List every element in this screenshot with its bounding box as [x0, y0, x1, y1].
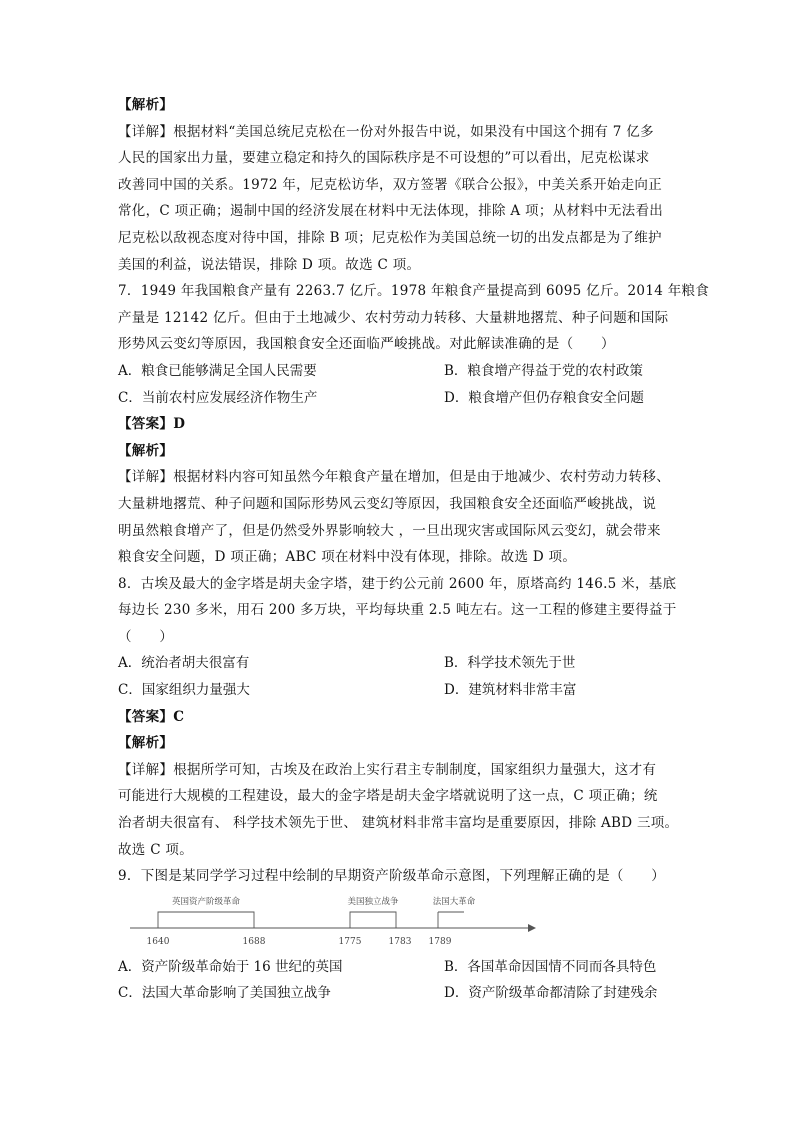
label-france: 法国大革命 — [432, 896, 476, 907]
explanation-line: 常化，C 项正确；遏制中国的经济发展在材料中无法体现，排除 A 项；从材料中无法看出 — [118, 203, 664, 220]
question-8-stem: 每边长 230 多米，用石 200 多万块，平均每块重 2.5 吨左右。这一工程的修建主要得益于 — [118, 602, 677, 619]
explanation-line: 可能进行大规模的工程建设，最大的金字塔是胡夫金字塔就说明了这一点，C 项正确；统 — [118, 788, 658, 805]
question-9-options-row — [118, 954, 678, 981]
explanation-line: 故选 C 项。 — [118, 841, 194, 858]
label-england: 英国资产阶级革命 — [171, 896, 241, 907]
option-d: D．资产阶级革命都清除了封建残余 — [444, 985, 658, 1002]
analysis-heading: 【解析】 — [118, 735, 174, 752]
timeline-arrow-icon — [528, 924, 536, 932]
year-label: 1783 — [388, 936, 412, 947]
explanation-line: 改善同中国的关系。1972 年，尼克松访华，双方签署《联合公报》，中美关系开始走向正 — [118, 176, 662, 193]
option-b: B．粮食增产得益于党的农村政策 — [444, 362, 643, 379]
option-c: C．法国大革命影响了美国独立战争 — [118, 985, 331, 1002]
question-8-options-row — [118, 650, 678, 677]
usa-bracket — [350, 912, 396, 928]
option-b: B．各国革命因国情不同而各具特色 — [444, 958, 657, 975]
answer-line: 【答案】C — [118, 708, 185, 725]
option-d: D．建筑材料非常丰富 — [444, 682, 577, 699]
explanation-line: 【详解】根据材料内容可知虽然今年粮食产量在增加，但是由于地减少、农村劳动力转移、 — [118, 469, 670, 486]
question-7-options-row — [118, 358, 678, 385]
year-label: 1688 — [242, 936, 266, 947]
question-7-stem: 形势风云变幻等原因，我国粮食安全还面临严峻挑战。对此解读准确的是（ ） — [118, 336, 615, 353]
analysis-heading: 【解析】 — [118, 97, 174, 113]
question-8-stem: 8．古埃及最大的金字塔是胡夫金字塔，建于约公元前 2600 年，原塔高约 146.5 米，基底 — [118, 575, 677, 592]
question-7-stem: 7．1949 年我国粮食产量有 2263.7 亿斤。1978 年粮食产量提高到 6095 亿斤。2014 年粮食 — [118, 283, 710, 300]
option-c: C．当前农村应发展经济作物生产 — [118, 389, 318, 406]
explanation-line: 粮食安全问题，D 项正确；ABC 项在材料中没有体现，排除。故选 D 项。 — [118, 549, 577, 566]
label-usa: 美国独立战争 — [347, 896, 399, 907]
explanation-line: 治者胡夫很富有、 科学技术领先于世、 建筑材料非常丰富均是重要原因，排除 ABD 三项。 — [118, 815, 679, 832]
revolution-timeline — [118, 892, 678, 954]
answer-line: 【答案】D — [118, 416, 186, 433]
timeline-diagram — [118, 892, 538, 954]
explanation-line: 美国的利益，说法错误，排除 D 项。故选 C 项。 — [118, 256, 421, 273]
option-b: B．科学技术领先于世 — [444, 655, 576, 672]
analysis-heading: 【解析】 — [118, 442, 174, 459]
question-9-stem: 9．下图是某同学学习过程中绘制的早期资产阶级革命示意图，下列理解正确的是（ ） — [118, 868, 666, 885]
year-label: 1775 — [338, 936, 362, 947]
question-9-options-row — [118, 980, 678, 1007]
question-7-stem: 产量是 12142 亿斤。但由于土地减少、农村劳动力转移、大量耕地撂荒、种子问题和国际 — [118, 309, 669, 326]
option-d: D．粮食增产但仍存粮食安全问题 — [444, 389, 644, 406]
year-label: 1789 — [428, 936, 452, 947]
explanation-line: 尼克松以敌视态度对待中国，排除 B 项；尼克松作为美国总统一切的出发点都是为了维护 — [118, 229, 662, 246]
explanation-line: 人民的国家出力量，要建立稳定和持久的国际秩序是不可设想的”可以看出，尼克松谋求 — [118, 150, 650, 167]
england-bracket — [158, 912, 254, 928]
document-page — [118, 92, 710, 1007]
question-7-options-row — [118, 385, 678, 412]
option-a: A．资产阶级革命始于 16 世纪的英国 — [118, 958, 343, 975]
option-a: A．统治者胡夫很富有 — [118, 655, 250, 672]
question-8-options-row — [118, 677, 678, 704]
question-8-stem: （ ） — [118, 628, 174, 645]
explanation-line: 大量耕地撂荒、种子问题和国际形势风云变幻等原因，我国粮食安全还面临严峻挑战，说 — [118, 495, 657, 512]
option-a: A．粮食已能够满足全国人民需要 — [118, 362, 317, 379]
year-label: 1640 — [146, 936, 170, 947]
option-c: C．国家组织力量强大 — [118, 682, 250, 699]
explanation-line: 【详解】根据材料“美国总统尼克松在一份对外报告中说，如果没有中国这个拥有 7 亿多 — [118, 123, 654, 140]
explanation-line: 明虽然粮食增产了，但是仍然受外界影响较大 ，一旦出现灾害或国际风云变幻，就会带来 — [118, 522, 661, 539]
explanation-line: 【详解】根据所学可知，古埃及在政治上实行君主专制制度，国家组织力量强大，这才有 — [118, 761, 657, 778]
